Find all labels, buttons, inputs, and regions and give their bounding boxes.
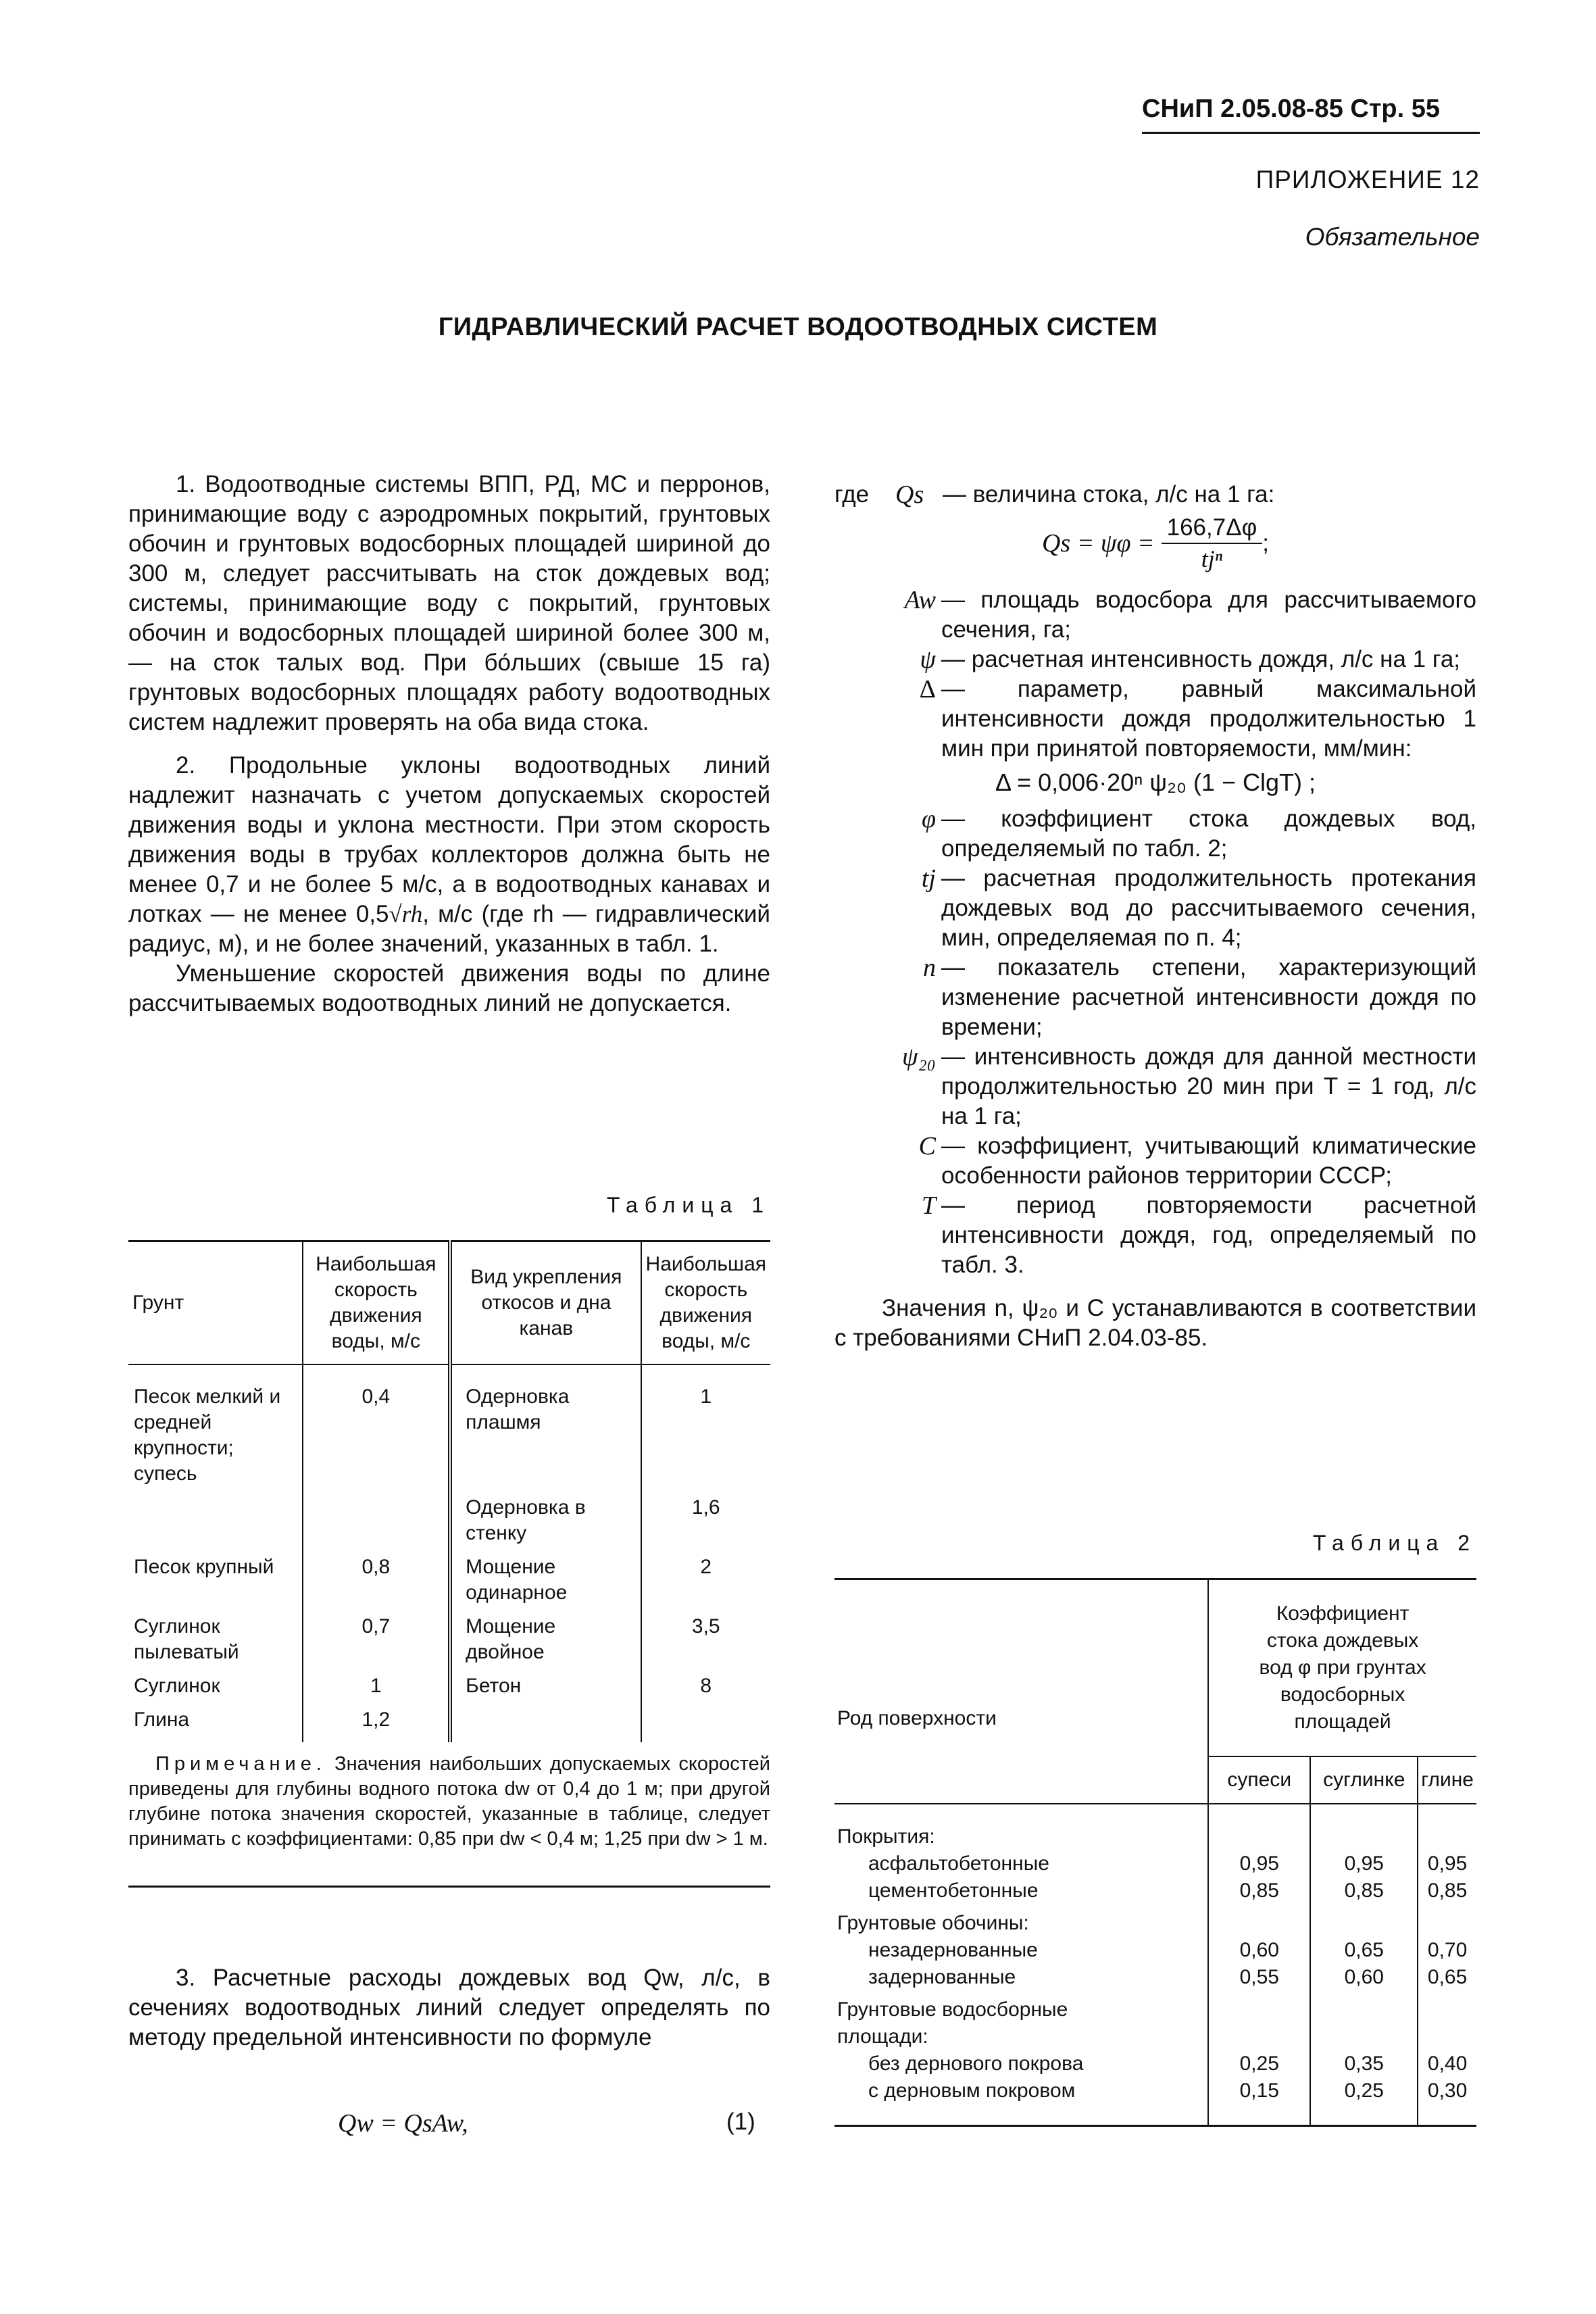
appendix-label: ПРИЛОЖЕНИЕ 12 — [1255, 166, 1480, 193]
table2-header-row — [834, 1579, 1476, 1757]
table-cell: 0,65 — [1310, 1937, 1418, 1964]
table-row — [834, 1937, 1476, 1964]
table2-subheader-cell: суглинке — [1310, 1756, 1418, 1804]
table-cell: Бетон — [450, 1669, 641, 1703]
table-cell: 1 — [700, 1385, 712, 1408]
qs-symbol: Qs — [895, 481, 924, 509]
table-cell: Одерновка плашмя — [450, 1364, 641, 1491]
formula-delta: Δ = 0,006·20ⁿ ψ₂₀ (1 − ClgT) ; — [995, 768, 1316, 796]
table2-subheader-cell: глине — [1418, 1756, 1476, 1804]
qs-definition: — величина стока, л/с на 1 га: — [943, 481, 1275, 508]
table-cell: 0,25 — [1310, 2077, 1418, 2126]
table-cell: 0,85 — [1427, 1879, 1468, 1902]
table1-header-cell: Вид укрепления откосов и дна канав — [450, 1241, 641, 1365]
table1-header-cell: Наибольшая скорость движения воды, м/с — [641, 1241, 770, 1365]
table-cell: задернованные — [834, 1964, 1208, 1991]
formula-qs-fraction — [1162, 513, 1263, 574]
table-cell: Суглинок — [128, 1669, 303, 1703]
table-cell: 0,70 — [1427, 1939, 1468, 1961]
page-title: ГИДРАВЛИЧЕСКИЙ РАСЧЕТ ВОДООТВОДНЫХ СИСТЕМ — [438, 313, 1158, 341]
formula-1: Qw = QsAw, — [338, 2109, 468, 2138]
table-row — [834, 1964, 1476, 1991]
glossary-item — [834, 585, 1476, 645]
where-qs-line — [834, 480, 1476, 510]
table-cell: 0,15 — [1208, 2077, 1310, 2126]
table-cell: 0,85 — [1208, 1877, 1310, 1904]
formula-qs-end: ; — [1262, 530, 1270, 556]
table-cell: 1 — [303, 1669, 450, 1703]
table-group-row — [834, 1804, 1476, 1850]
section-divider — [128, 1886, 770, 1888]
table1-container — [128, 1240, 770, 1852]
table-group-row — [834, 1991, 1476, 2050]
doc-reference: СНиП 2.05.08-85 Стр. 55 — [1142, 95, 1441, 123]
glossary-item — [834, 1042, 1476, 1131]
sqrt-rh: √rh — [389, 901, 423, 927]
paragraph-2-part-b: , м/с (где rh — гидравлический радиус, м), и не более значений, указанных в табл. 1. — [128, 901, 770, 957]
table-cell: 0,4 — [303, 1364, 450, 1491]
table-cell: 0,65 — [1427, 1966, 1468, 1988]
table-cell — [450, 1703, 641, 1742]
table-cell: 0,7 — [303, 1610, 450, 1669]
table-row — [128, 1703, 770, 1742]
table1-caption: Таблица 1 — [606, 1193, 770, 1217]
table-cell — [128, 1491, 303, 1550]
glossary-symbol: Aw — [904, 586, 936, 614]
table-cell: 0,95 — [1427, 1852, 1468, 1875]
table2-header-coef: Коэффициент стока дождевых вод φ при грунтах водосборных площадей — [1208, 1579, 1476, 1757]
table-cell: 1,6 — [691, 1496, 720, 1519]
table2-container — [834, 1578, 1476, 2127]
table1 — [128, 1240, 770, 1742]
glossary-item — [834, 953, 1476, 1042]
glossary-symbol: ψ₂₀ — [901, 1043, 936, 1071]
table-cell: с дерновым покровом — [834, 2077, 1208, 2126]
glossary-symbol: Δ — [919, 675, 936, 704]
glossary-text: — расчетная продолжительность протекания дождевых вод до рассчитываемого сечения, мин, определяемая по п. 4; — [941, 865, 1476, 951]
glossary-text: — параметр, равный максимальной интенсивности дождя продолжительностью 1 мин при принятой повторяемости, мм/мин: — [941, 676, 1476, 762]
table-cell: 0,85 — [1310, 1877, 1418, 1904]
table-cell: 0,35 — [1310, 2050, 1418, 2077]
table-cell: Одерновка в стенку — [450, 1491, 641, 1550]
glossary-text: — площадь водосбора для рассчитываемого сечения, га; — [941, 587, 1476, 643]
table-group-row — [834, 1904, 1476, 1937]
paragraph-1: 1. Водоотводные системы ВПП, РД, МС и перронов, принимающие воду с аэродромных покрытий, грунтовых обочин и грунтовых водосборных площадей шириной до 300 м, следует рассчитывать на сток дождевых вод; системы, принимающие воду с покрытий, грунтовых обочин и водосборных площадей шириной более 300 м, — на сток талых вод. При бо́льших (свыше 15 га) грунтовых водосборных площадях работу водоотводных систем надлежит проверять на оба вида стока. — [128, 471, 770, 735]
header-rule — [1142, 132, 1480, 134]
formula-qs-lhs: Qs = ψφ = — [1041, 529, 1155, 558]
paragraph-2 — [128, 751, 770, 959]
table1-note — [128, 1752, 770, 1852]
table-cell: 0,25 — [1208, 2050, 1310, 2077]
table-cell: незадернованные — [834, 1937, 1208, 1964]
table-cell — [303, 1491, 450, 1550]
table-cell: 0,60 — [1310, 1964, 1418, 1991]
table-cell: 0,8 — [303, 1550, 450, 1610]
where-label: где — [834, 481, 870, 508]
table-cell — [641, 1703, 770, 1742]
formula-qs-numerator: 166,7Δφ — [1162, 513, 1263, 544]
table-cell: 3,5 — [691, 1615, 720, 1638]
glossary-2 — [834, 804, 1476, 1280]
table-row — [128, 1669, 770, 1703]
table-cell: 1,2 — [303, 1703, 450, 1742]
table-row — [128, 1364, 770, 1491]
left-column — [128, 470, 770, 1018]
table-row — [128, 1550, 770, 1610]
paragraph-3: Уменьшение скоростей движения воды по длине рассчитываемых водоотводных линий не допускается. — [128, 960, 770, 1016]
paragraph-4-block — [128, 1963, 770, 2052]
formula-1-number: (1) — [726, 2109, 755, 2135]
table-cell: цементобетонные — [834, 1877, 1208, 1904]
glossary-text: — коэффициент, учитывающий климатические особенности районов территории СССР; — [941, 1133, 1476, 1189]
formula-qs-denominator: tjⁿ — [1201, 545, 1223, 572]
table-row — [834, 2077, 1476, 2126]
table-cell: Мощение одинарное — [450, 1550, 641, 1610]
table-cell: 0,30 — [1427, 2079, 1468, 2102]
table-cell: Суглинок пылеватый — [128, 1610, 303, 1669]
table-row — [834, 1850, 1476, 1877]
glossary-text: — период повторяемости расчетной интенсивности дождя, год, определяемый по табл. 3. — [941, 1192, 1476, 1278]
glossary-item — [834, 804, 1476, 864]
paragraph-4: 3. Расчетные расходы дождевых вод Qw, л/с, в сечениях водоотводных линий следует определять по методу предельной интенсивности по формуле — [128, 1965, 770, 2050]
table-row — [128, 1610, 770, 1669]
note-text: Значения наибольших допускаемых скоростей приведены для глубины водного потока dw от 0,4 до 1 м; при другой глубине потока значения скоростей, указанные в таблице, следует принимать с коэффициентами: 0,85 при dw < 0,4 м; 1,25 при dw > 1 м. — [128, 1753, 770, 1850]
table-cell: 0,95 — [1208, 1850, 1310, 1877]
table2-subheader-cell: супеси — [1208, 1756, 1310, 1804]
glossary-item — [834, 864, 1476, 953]
glossary-1 — [834, 585, 1476, 764]
table-cell: 0,95 — [1310, 1850, 1418, 1877]
table2 — [834, 1578, 1476, 2127]
glossary-symbol: T — [921, 1191, 936, 1220]
appendix-status: Обязательное — [1305, 223, 1480, 251]
table-row — [834, 2050, 1476, 2077]
glossary-symbol: ψ — [920, 645, 936, 674]
table-cell: 0,60 — [1208, 1937, 1310, 1964]
table-cell: 0,55 — [1208, 1964, 1310, 1991]
table-group-label: Грунтовые обочины: — [834, 1904, 1208, 1937]
table1-header-cell: Наибольшая скорость движения воды, м/с — [303, 1241, 450, 1365]
formula-qs — [834, 510, 1476, 577]
glossary-symbol: φ — [921, 805, 936, 833]
table-row — [128, 1491, 770, 1550]
table-cell: Песок мелкий и средней крупности; супесь — [128, 1364, 303, 1491]
table-cell: Глина — [128, 1703, 303, 1742]
glossary-text: — расчетная интенсивность дождя, л/с на 1 га; — [941, 646, 1461, 672]
note-label: Примечание. — [155, 1753, 326, 1775]
table-cell: 8 — [700, 1675, 712, 1697]
glossary-text: — интенсивность дождя для данной местности продолжительностью 20 мин при T = 1 год, л/с на 1 га; — [941, 1043, 1476, 1129]
glossary-item — [834, 1191, 1476, 1280]
glossary-text: — показатель степени, характеризующий изменение расчетной интенсивности дождя по времени; — [941, 954, 1476, 1040]
table-group-label: Покрытия: — [834, 1804, 1208, 1850]
table-cell: Песок крупный — [128, 1550, 303, 1610]
glossary-item — [834, 674, 1476, 764]
table1-header-row — [128, 1241, 770, 1365]
table-cell: 0,40 — [1427, 2052, 1468, 2075]
glossary-symbol: n — [923, 954, 936, 982]
table-cell: Мощение двойное — [450, 1610, 641, 1669]
table-cell: асфальтобетонные — [834, 1850, 1208, 1877]
glossary-text: — коэффициент стока дождевых вод, определяемый по табл. 2; — [941, 806, 1476, 862]
table2-header-surface: Род поверхности — [834, 1579, 1208, 1804]
table1-header-cell: Грунт — [128, 1241, 303, 1365]
table2-caption: Таблица 2 — [1312, 1531, 1476, 1555]
table-row — [834, 1877, 1476, 1904]
glossary-symbol: C — [918, 1132, 936, 1160]
glossary-item — [834, 645, 1476, 674]
table-group-label: Грунтовые водосборные площади: — [834, 1991, 1208, 2050]
glossary-symbol: tj — [921, 864, 936, 893]
glossary-item — [834, 1131, 1476, 1191]
paragraph-values: Значения n, ψ₂₀ и C устанавливаются в соответствии с требованиями СНиП 2.04.03-85. — [834, 1295, 1476, 1351]
table-cell: без дернового покрова — [834, 2050, 1208, 2077]
paragraph-2-part-a: 2. Продольные уклоны водоотводных линий надлежит назначать с учетом допускаемых скоростей движения воды и уклона местности. При этом скорость движения воды в трубах коллекторов должна быть не менее 0,7 и не более 5 м/с, а в водоотводных канавах и лотках — не менее 0,5 — [128, 752, 770, 927]
right-column — [834, 480, 1476, 1353]
table-cell: 2 — [700, 1556, 712, 1578]
